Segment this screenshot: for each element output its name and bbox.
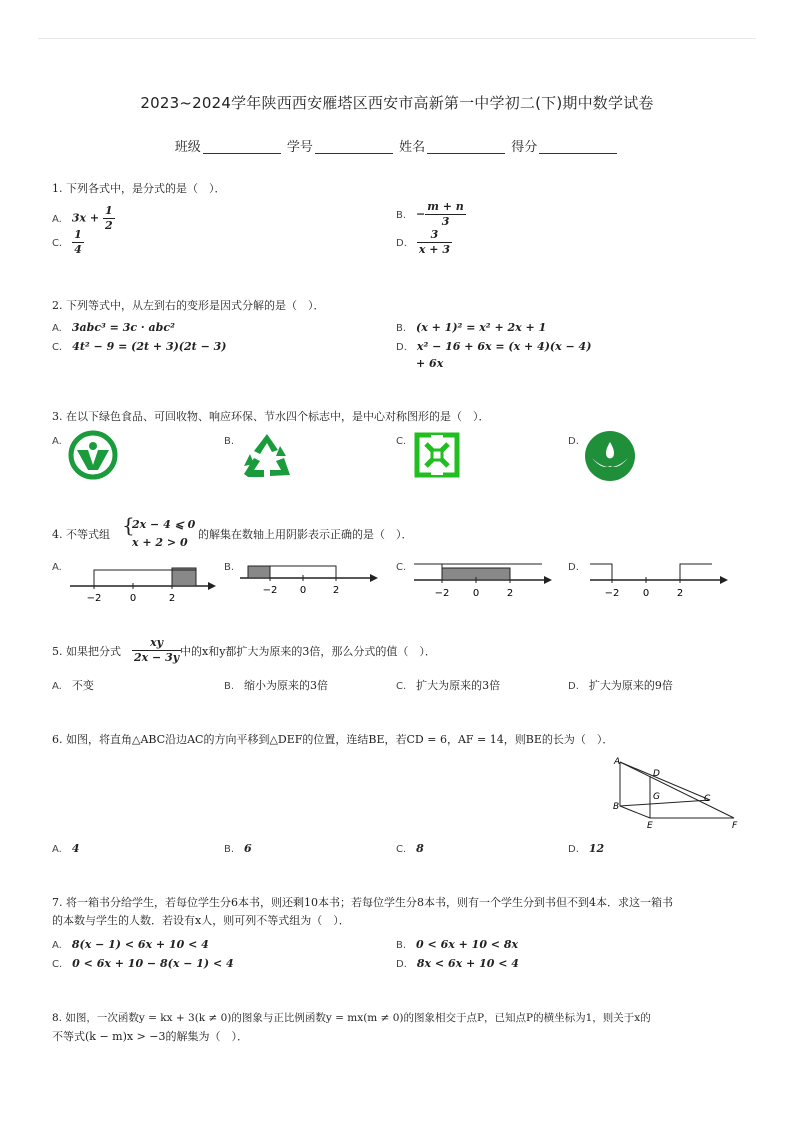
option-label: A. <box>52 323 62 334</box>
option-label: A. <box>52 562 62 573</box>
option-label: B. <box>224 436 235 447</box>
q4-brace: { <box>122 513 135 537</box>
q4-system-line1: 2x − 4 ⩽ 0 <box>132 518 196 531</box>
q5-stem-pre: 5. 如果把分式 <box>52 645 121 658</box>
option-label: B. <box>224 562 235 573</box>
point-label-B: B <box>613 802 620 812</box>
q2-option-d[interactable] <box>396 340 591 353</box>
option-label: C. <box>52 342 63 353</box>
option-text: 6 <box>244 842 252 855</box>
q2-option-b[interactable] <box>396 321 546 334</box>
option-text: 4 <box>71 842 80 855</box>
option-label: C. <box>396 844 407 855</box>
q6-triangle-figure <box>606 752 746 834</box>
tick-label: 2 <box>168 593 176 604</box>
option-label: C. <box>52 959 63 970</box>
option-text: 8(x − 1) < 6x + 10 < 4 <box>71 938 209 951</box>
q2-d-expr: x² − 16 + 6x = (x + 4)(x − 4) <box>416 340 592 353</box>
q8-stem-line2: 不等式(k − m)x > −3的解集为（ ）． <box>52 1030 249 1043</box>
q5-stem-post: 中的x和y都扩大为原来的3倍，那么分式的值（ ）． <box>180 645 436 658</box>
score-label: 得分 <box>511 140 538 155</box>
q5-option-c[interactable] <box>396 677 500 693</box>
option-label: D. <box>396 959 407 970</box>
q3-stem: 3. 在以下绿色食品、可回收物、响应环保、节水四个标志中，是中心对称图形的是（ ）． <box>52 410 490 423</box>
option-label: C. <box>52 237 63 249</box>
denominator: 2 <box>104 219 113 232</box>
option-label: B. <box>224 844 235 855</box>
q6-option-c[interactable] <box>396 842 424 855</box>
q1-b-sign: − <box>416 207 426 221</box>
option-text: 扩大为原来的9倍 <box>588 679 673 692</box>
tick-label: 0 <box>129 593 137 604</box>
q2-option-a[interactable] <box>52 321 175 334</box>
q7-stem-line2: 的本数与学生的人数．若设有x人，则可列不等式组为（ ）． <box>52 914 350 927</box>
q5-option-a[interactable] <box>52 677 94 693</box>
denominator: x + 3 <box>418 243 450 256</box>
denominator: 2x − 3y <box>134 651 180 664</box>
option-label: A. <box>52 436 62 447</box>
id-label: 学号 <box>286 140 313 155</box>
q1-c-fraction <box>72 228 84 257</box>
q8-stem-line1: 8. 如图，一次函数y = kx + 3(k ≠ 0)的图象与正比例函数y = mx(m ≠ 0)的图象相交于点P，已知点P的横坐标为1，则关于x的 <box>52 1012 651 1024</box>
q7-stem-line1: 7. 将一箱书分给学生，若每位学生分6本书，则还剩10本书；若每位学生分8本书，则有一个学生分到书但不到4本．求这一箱书 <box>52 896 673 909</box>
option-text: 缩小为原来的3倍 <box>244 679 329 692</box>
option-label: D. <box>396 342 407 353</box>
numerator: m + n <box>427 200 464 213</box>
q2-stem: 2. 下列等式中，从左到右的变形是因式分解的是（ ）． <box>52 299 325 312</box>
tick-label: −2 <box>86 593 102 604</box>
numerator: 3 <box>417 228 452 243</box>
q4-numberline-c <box>410 556 556 604</box>
q1-option-c[interactable] <box>52 228 84 257</box>
q7-option-d[interactable] <box>396 957 519 970</box>
eco-protection-logo-icon <box>414 432 460 478</box>
option-label: C. <box>396 562 407 573</box>
point-label-D: D <box>653 769 660 779</box>
point-label-F: F <box>732 821 738 831</box>
tick-label: 0 <box>472 588 480 599</box>
q6-option-b[interactable] <box>224 842 252 855</box>
q2-option-c[interactable] <box>52 340 226 353</box>
q1-option-d[interactable] <box>396 228 452 257</box>
option-text: 8x < 6x + 10 < 4 <box>416 957 519 970</box>
option-label: C. <box>396 436 407 447</box>
q2-option-d-cont <box>416 357 443 370</box>
q5-option-d[interactable] <box>568 677 673 693</box>
q2-b-expr: (x + 1)² = x² + 2x + 1 <box>416 321 547 334</box>
tick-label: 2 <box>332 585 340 596</box>
denominator: 4 <box>74 243 82 256</box>
option-label: D. <box>568 681 579 692</box>
q4-stem-pre: 4. 不等式组 <box>52 528 110 541</box>
option-label: D. <box>568 562 579 573</box>
option-label: A. <box>52 681 62 692</box>
tick-label: 2 <box>506 588 514 599</box>
option-text: 0 < 6x + 10 − 8(x − 1) < 4 <box>72 957 234 970</box>
option-label: B. <box>396 209 407 221</box>
option-label: A. <box>52 940 62 951</box>
q4-stem-post: 的解集在数轴上用阴影表示正确的是（ ）． <box>198 528 413 541</box>
option-label: D. <box>568 844 579 855</box>
q6-stem: 6. 如图，将直角△ABC沿边AC的方向平移到△DEF的位置，连结BE，若CD = 6，AF = 14，则BE的长为（ ）． <box>52 733 614 746</box>
q1-stem: 1. 下列各式中，是分式的是（ ）． <box>52 182 226 195</box>
option-label: A. <box>52 213 62 225</box>
point-label-C: C <box>704 794 711 804</box>
q4-numberline-b <box>236 556 382 604</box>
option-label: D. <box>568 436 579 447</box>
denominator: 3 <box>441 215 450 228</box>
tick-label: 0 <box>299 585 307 596</box>
q5-option-b[interactable] <box>224 677 328 693</box>
recycle-icon <box>240 430 294 482</box>
q7-option-b[interactable] <box>396 938 518 951</box>
page-title: 2023~2024学年陕西西安雁塔区西安市高新第一中学初二(下)期中数学试卷 <box>140 94 654 112</box>
green-food-logo-icon <box>68 430 118 480</box>
name-blank[interactable] <box>427 139 505 154</box>
tick-label: −2 <box>434 588 450 599</box>
q1-option-b[interactable] <box>396 200 466 229</box>
score-blank[interactable] <box>539 139 617 154</box>
numerator: xy <box>132 636 181 651</box>
option-label: C. <box>396 681 407 692</box>
class-label: 班级 <box>174 140 201 155</box>
point-label-E: E <box>647 821 653 831</box>
option-label: D. <box>396 237 407 249</box>
q6-option-a[interactable] <box>52 842 80 855</box>
q7-option-c[interactable] <box>52 957 234 970</box>
option-label: B. <box>224 681 235 692</box>
option-text: 12 <box>588 842 605 855</box>
q6-option-d[interactable] <box>568 842 604 855</box>
tick-label: 2 <box>676 588 684 599</box>
q4-system-line2: x + 2 > 0 <box>132 536 188 549</box>
option-label: A. <box>52 844 62 855</box>
option-label: B. <box>396 940 407 951</box>
option-text: 不变 <box>71 679 94 692</box>
q2-c-expr: 4t² − 9 = (2t + 3)(2t − 3) <box>72 340 227 353</box>
option-text: 扩大为原来的3倍 <box>416 679 501 692</box>
class-blank[interactable] <box>203 139 281 154</box>
q2-a-expr: 3abc³ = 3c · abc² <box>71 321 175 334</box>
numerator: 1 <box>74 228 82 241</box>
tick-label: −2 <box>604 588 620 599</box>
name-label: 姓名 <box>399 140 426 155</box>
numerator: 1 <box>104 204 113 217</box>
id-blank[interactable] <box>315 139 393 154</box>
q4-numberline-a <box>62 556 222 604</box>
q7-option-a[interactable] <box>52 938 209 951</box>
tick-label: 0 <box>642 588 650 599</box>
q1-b-fraction <box>425 200 466 229</box>
q1-a-expr: 3x + <box>71 211 103 225</box>
point-label-G: G <box>653 792 660 802</box>
q4-numberline-d <box>586 556 732 604</box>
water-saving-logo-icon <box>584 430 636 482</box>
q1-d-fraction <box>417 228 452 257</box>
top-rule <box>38 38 756 39</box>
student-info-line <box>0 136 794 155</box>
q2-d-expr-cont: + 6x <box>416 357 444 370</box>
tick-label: −2 <box>262 585 278 596</box>
q1-a-fraction <box>103 204 115 233</box>
q5-fraction <box>132 636 181 665</box>
point-label-A: A <box>614 757 621 767</box>
option-text: 8 <box>416 842 424 855</box>
option-label: B. <box>396 323 407 334</box>
option-text: 0 < 6x + 10 < 8x <box>416 938 519 951</box>
